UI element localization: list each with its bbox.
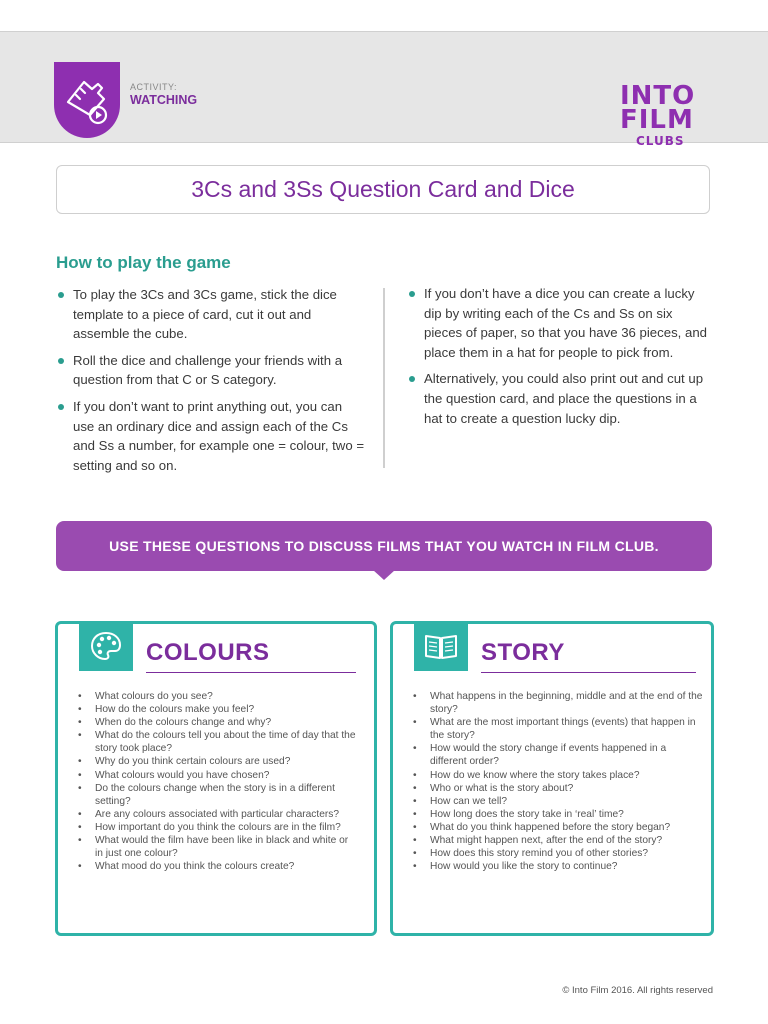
questions-banner — [56, 521, 712, 571]
story-question-list — [413, 690, 703, 873]
colours-question: • What mood do you think the colours create? — [78, 860, 358, 873]
story-card — [390, 621, 714, 936]
story-question: • How do we know where the story takes place? — [413, 769, 703, 782]
logo-line-film: FILM — [620, 105, 694, 135]
page-title: 3Cs and 3Ss Question Card and Dice — [191, 176, 575, 202]
colours-question: • How do the colours make you feel? — [78, 703, 358, 716]
story-question: • What might happen next, after the end of the story? — [413, 834, 703, 847]
activity-value: WATCHING — [130, 93, 198, 107]
howto-item: Roll the dice and challenge your friends with a question from that C or S category. — [56, 351, 366, 390]
logo-line-clubs: CLUBS — [636, 134, 685, 148]
colours-question: • What do the colours tell you about the time of day that the story took place? — [78, 729, 358, 755]
banner-arrow — [373, 570, 395, 580]
colours-question: • When do the colours change and why? — [78, 716, 358, 729]
story-question: • What are the most important things (events) that happen in the story? — [413, 716, 703, 742]
into-film-clubs-logo — [620, 81, 716, 148]
palette-icon — [79, 621, 133, 671]
colours-question: • How important do you think the colours are in the film? — [78, 821, 358, 834]
copyright-footer: © Into Film 2016. All rights reserved — [562, 985, 713, 996]
colours-question: • Do the colours change when the story is in a different setting? — [78, 782, 358, 808]
colours-card — [55, 621, 377, 936]
howto-right-column — [407, 284, 707, 435]
colours-question: • What would the film have been like in black and white or in just one colour? — [78, 834, 358, 860]
colours-question: • What colours would you have chosen? — [78, 769, 358, 782]
colours-question: • What colours do you see? — [78, 690, 358, 703]
colours-question: • Are any colours associated with particular characters? — [78, 808, 358, 821]
story-question: • Who or what is the story about? — [413, 782, 703, 795]
book-icon — [414, 621, 468, 671]
logo-line-into: INTO — [620, 81, 696, 111]
film-ticket-icon — [54, 62, 120, 138]
story-question: • How long does the story take in ‘real’ time? — [413, 808, 703, 821]
card-title-rule — [146, 672, 356, 673]
howto-left-column — [56, 285, 366, 482]
banner-text: USE THESE QUESTIONS TO DISCUSS FILMS THAT YOU WATCH IN FILM CLUB. — [109, 538, 659, 554]
activity-label: ACTIVITY: — [130, 82, 178, 92]
story-question: • How would the story change if events happened in a different order? — [413, 742, 703, 768]
colours-question: • Why do you think certain colours are used? — [78, 755, 358, 768]
story-question: • How can we tell? — [413, 795, 703, 808]
story-question: • What happens in the beginning, middle and at the end of the story? — [413, 690, 703, 716]
story-question: • How does this story remind you of other stories? — [413, 847, 703, 860]
page-header — [0, 31, 768, 148]
howto-item: To play the 3Cs and 3Cs game, stick the dice template to a piece of card, cut it out and assemble the cube. — [56, 285, 366, 344]
card-title-rule — [481, 672, 696, 673]
title-box — [56, 165, 710, 214]
howto-item: If you don’t have a dice you can create a lucky dip by writing each of the Cs and Ss on six pieces of paper, so that you have 36 pieces, and place them in a hat for people to pick from. — [407, 284, 707, 362]
howto-heading: How to play the game — [56, 253, 231, 272]
story-card-title: STORY — [481, 639, 565, 666]
story-question: • What do you think happened before the story began? — [413, 821, 703, 834]
story-question: • How would you like the story to continue? — [413, 860, 703, 873]
howto-item: Alternatively, you could also print out and cut up the question card, and place the questions in a hat to create a question lucky dip. — [407, 369, 707, 428]
colours-question-list — [78, 690, 358, 873]
howto-item: If you don’t want to print anything out, you can use an ordinary dice and assign each of the Cs and Ss a number, for example one = colour, two = setting and so on. — [56, 397, 366, 475]
column-divider — [383, 288, 385, 468]
colours-card-title: COLOURS — [146, 639, 270, 666]
